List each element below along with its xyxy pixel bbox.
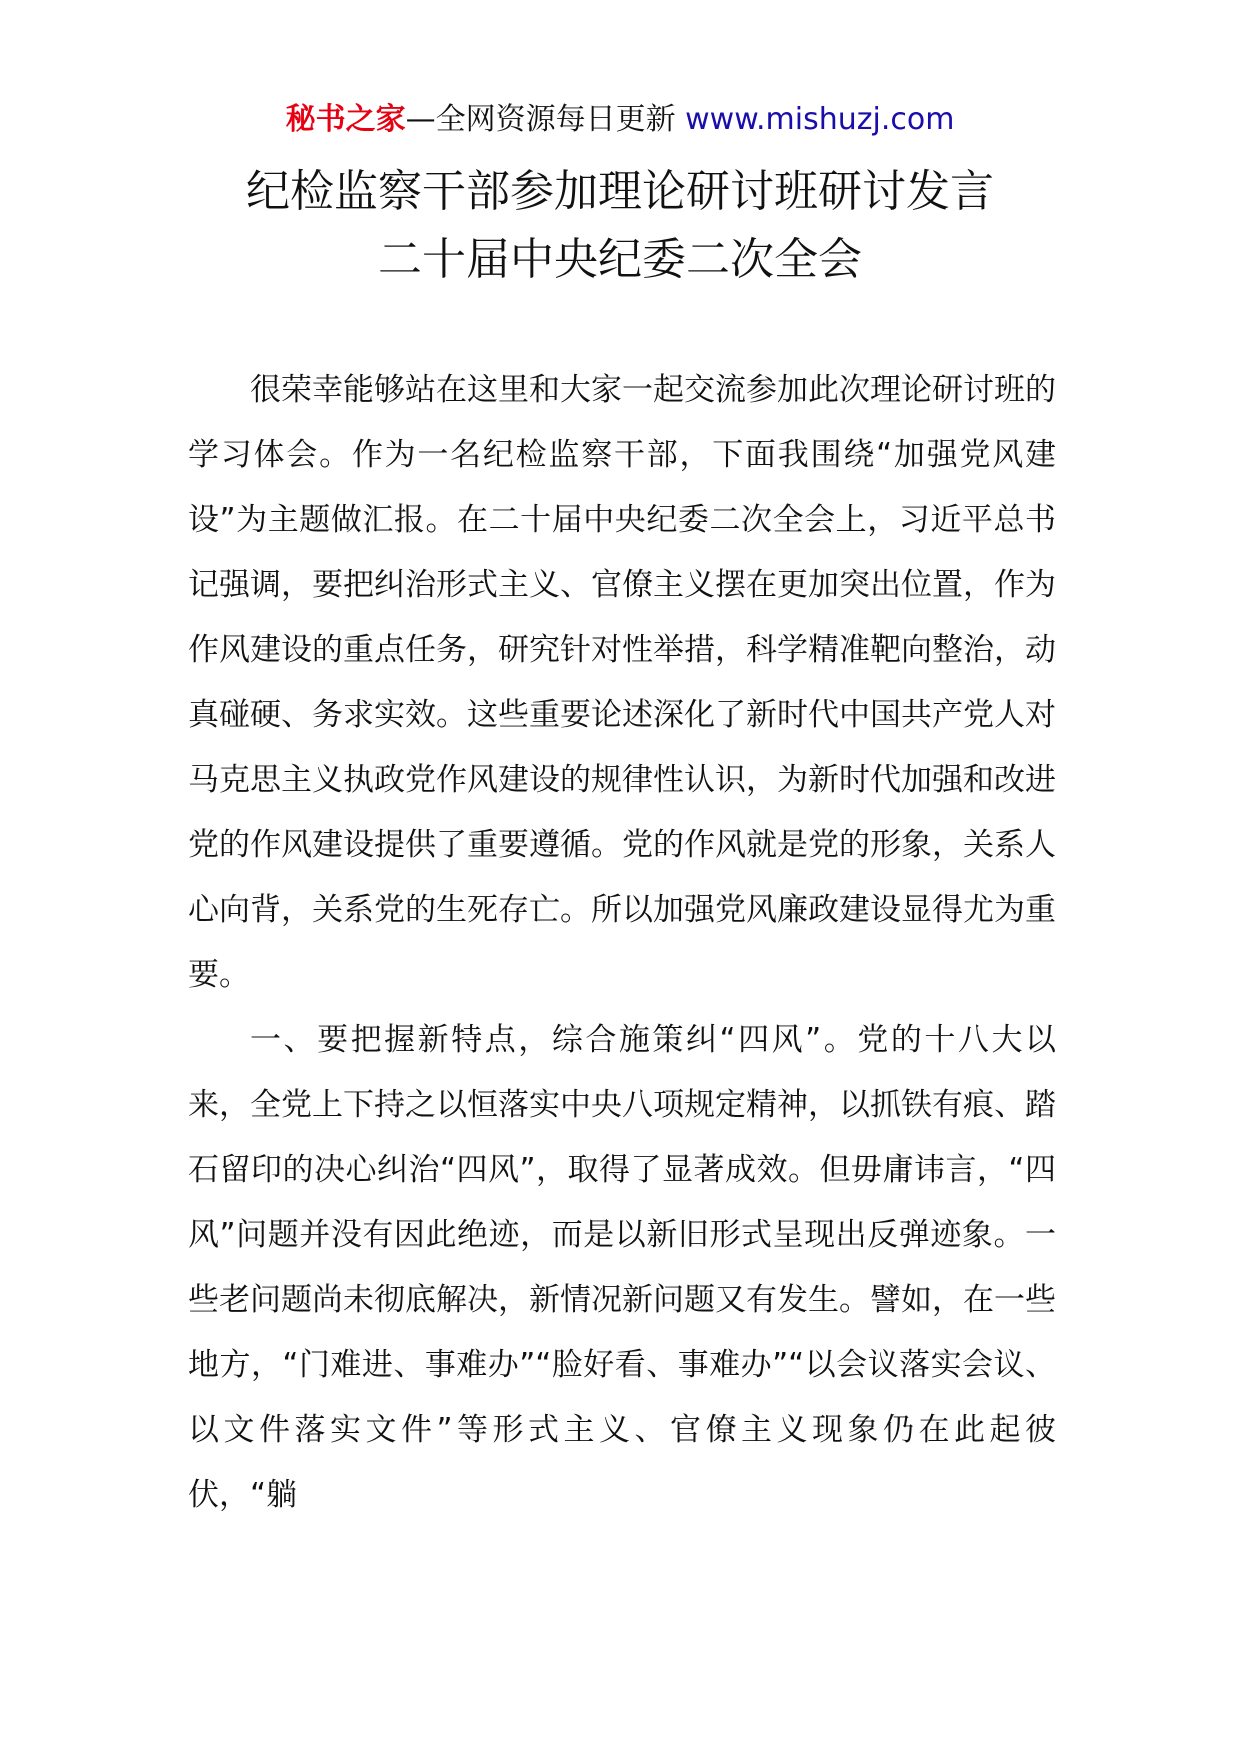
document-body bbox=[188, 358, 1056, 1528]
paragraph-section-1: 一、要把握新特点，综合施策纠“四风”。党的十八大以来，全党上下持之以恒落实中央八项规定精神，以抓铁有痕、踏石留印的决心纠治“四风”，取得了显著成效。但毋庸讳言，“四风”问题并没有因此绝迹，而是以新旧形式呈现出反弹迹象。一些老问题尚未彻底解决，新情况新问题又有发生。譬如，在一些地方，“门难进、事难办”“脸好看、事难办”“以会议落实会议、以文件落实文件”等形式主义、官僚主义现象仍在此起彼伏，“躺 bbox=[188, 1022, 1056, 1513]
document-subtitle: 二十届中央纪委二次全会 bbox=[378, 234, 862, 285]
brand-name: 秘书之家 bbox=[285, 102, 406, 137]
site-url-link[interactable]: www.mishuzj.com bbox=[685, 102, 955, 137]
document-title: 纪检监察干部参加理论研讨班研讨发言 bbox=[246, 166, 994, 217]
header-tagline: —全网资源每日更新 bbox=[405, 102, 686, 137]
paragraph-intro: 很荣幸能够站在这里和大家一起交流参加此次理论研讨班的学习体会。作为一名纪检监察干部，下面我围绕“加强党风建设”为主题做汇报。在二十届中央纪委二次全会上，习近平总书记强调，要把纠治形式主义、官僚主义摆在更加突出位置，作为作风建设的重点任务，研究针对性举措，科学精准靶向整治，动真碰硬、务求实效。这些重要论述深化了新时代中国共产党人对马克思主义执政党作风建设的规律性认识，为新时代加强和改进党的作风建设提供了重要遵循。党的作风就是党的形象，关系人心向背，关系党的生死存亡。所以加强党风廉政建设显得尤为重要。 bbox=[188, 372, 1056, 993]
page-header bbox=[0, 100, 1240, 140]
